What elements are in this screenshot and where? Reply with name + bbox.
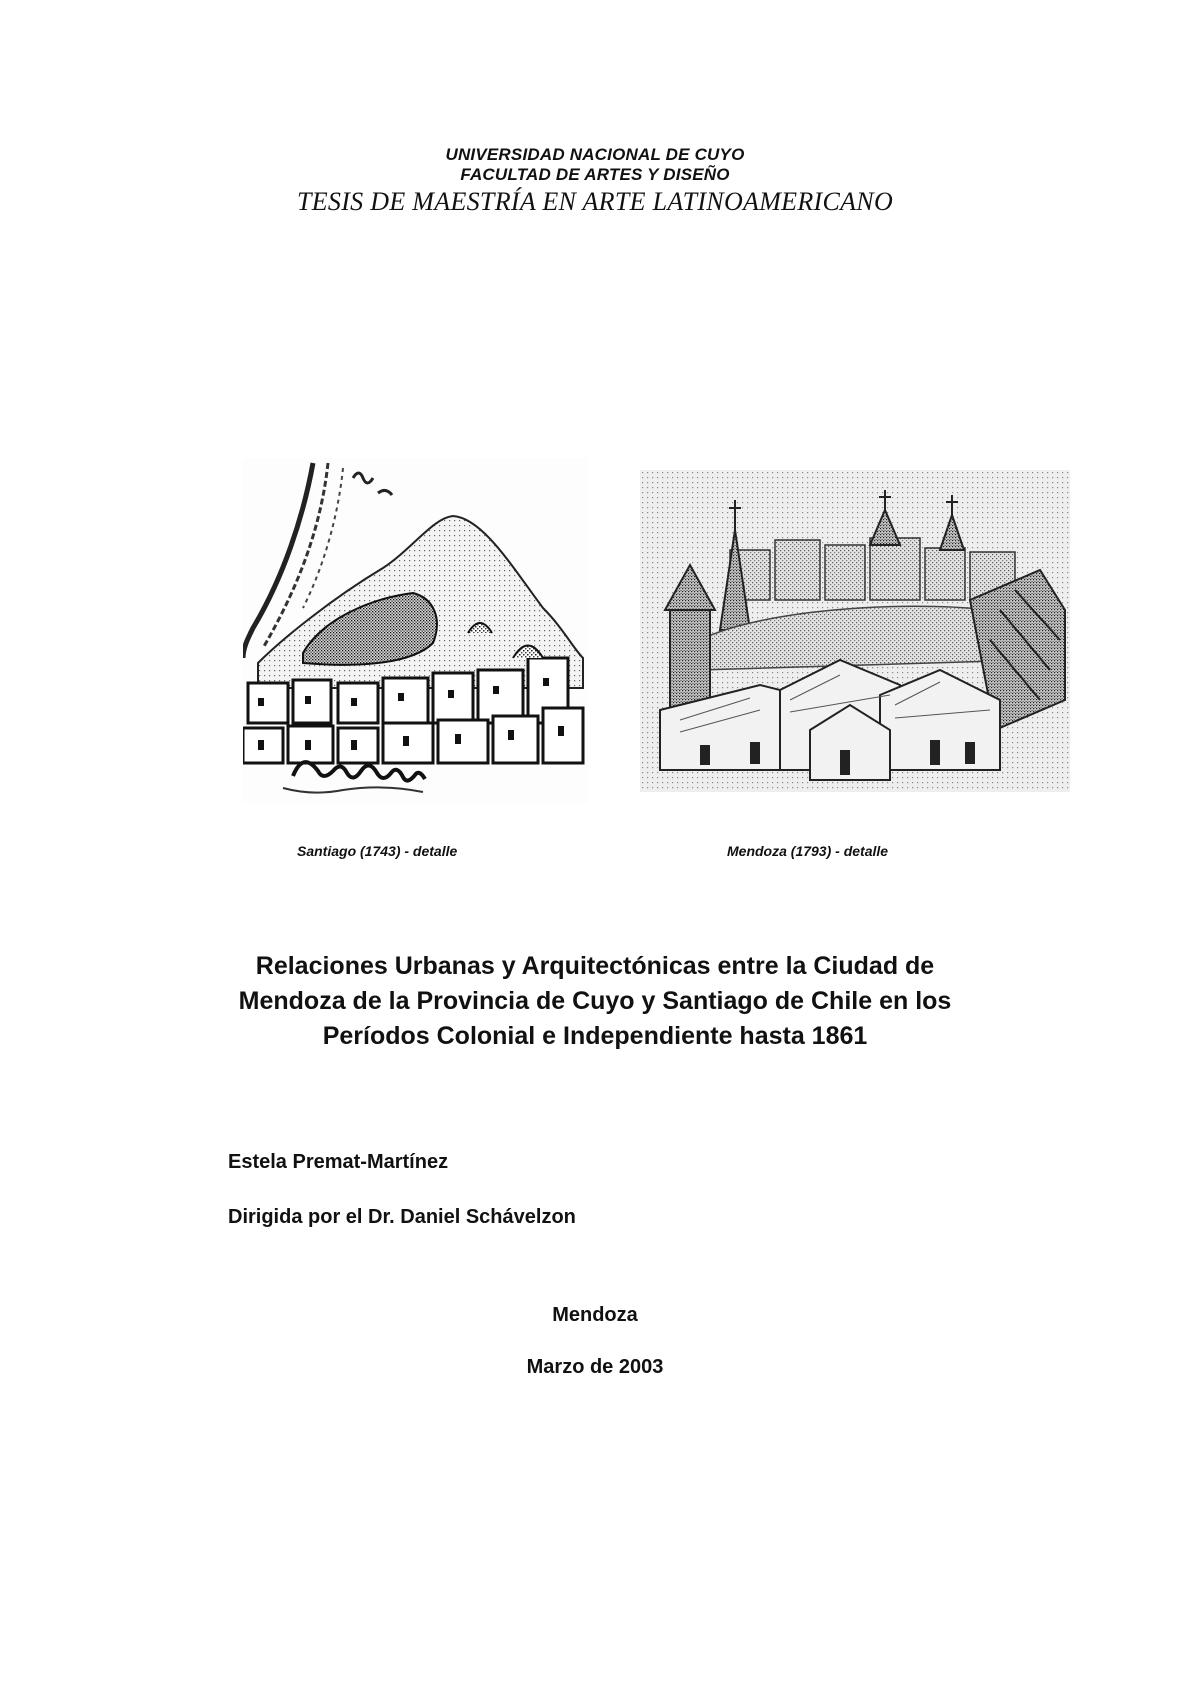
thesis-title-line: Mendoza de la Provincia de Cuyo y Santiago de Chile en los xyxy=(238,987,952,1015)
faculty-name: FACULTAD DE ARTES Y DISEÑO xyxy=(460,165,730,184)
university-name: UNIVERSIDAD NACIONAL DE CUYO xyxy=(445,145,745,164)
mendoza-illustration xyxy=(640,470,1070,792)
date: Marzo de 2003 xyxy=(526,1356,664,1378)
thesis-title-line: Relaciones Urbanas y Arquitectónicas entre la Ciudad de xyxy=(255,952,935,980)
thesis-title-line: Períodos Colonial e Independiente hasta 1861 xyxy=(322,1022,868,1050)
thesis-program-title: TESIS DE MAESTRÍA EN ARTE LATINOAMERICANO xyxy=(296,187,894,216)
institution-header xyxy=(0,145,1190,217)
santiago-drawing xyxy=(243,458,588,803)
figure-caption-santiago: Santiago (1743) - detalle xyxy=(297,843,458,859)
thesis-title xyxy=(0,949,1190,1054)
place: Mendoza xyxy=(552,1304,638,1326)
santiago-illustration xyxy=(243,458,588,803)
mendoza-drawing xyxy=(640,470,1070,792)
author-name: Estela Premat-Martínez xyxy=(228,1151,449,1173)
figure-caption-mendoza: Mendoza (1793) - detalle xyxy=(727,843,889,859)
director-name: Dirigida por el Dr. Daniel Schávelzon xyxy=(228,1206,576,1228)
